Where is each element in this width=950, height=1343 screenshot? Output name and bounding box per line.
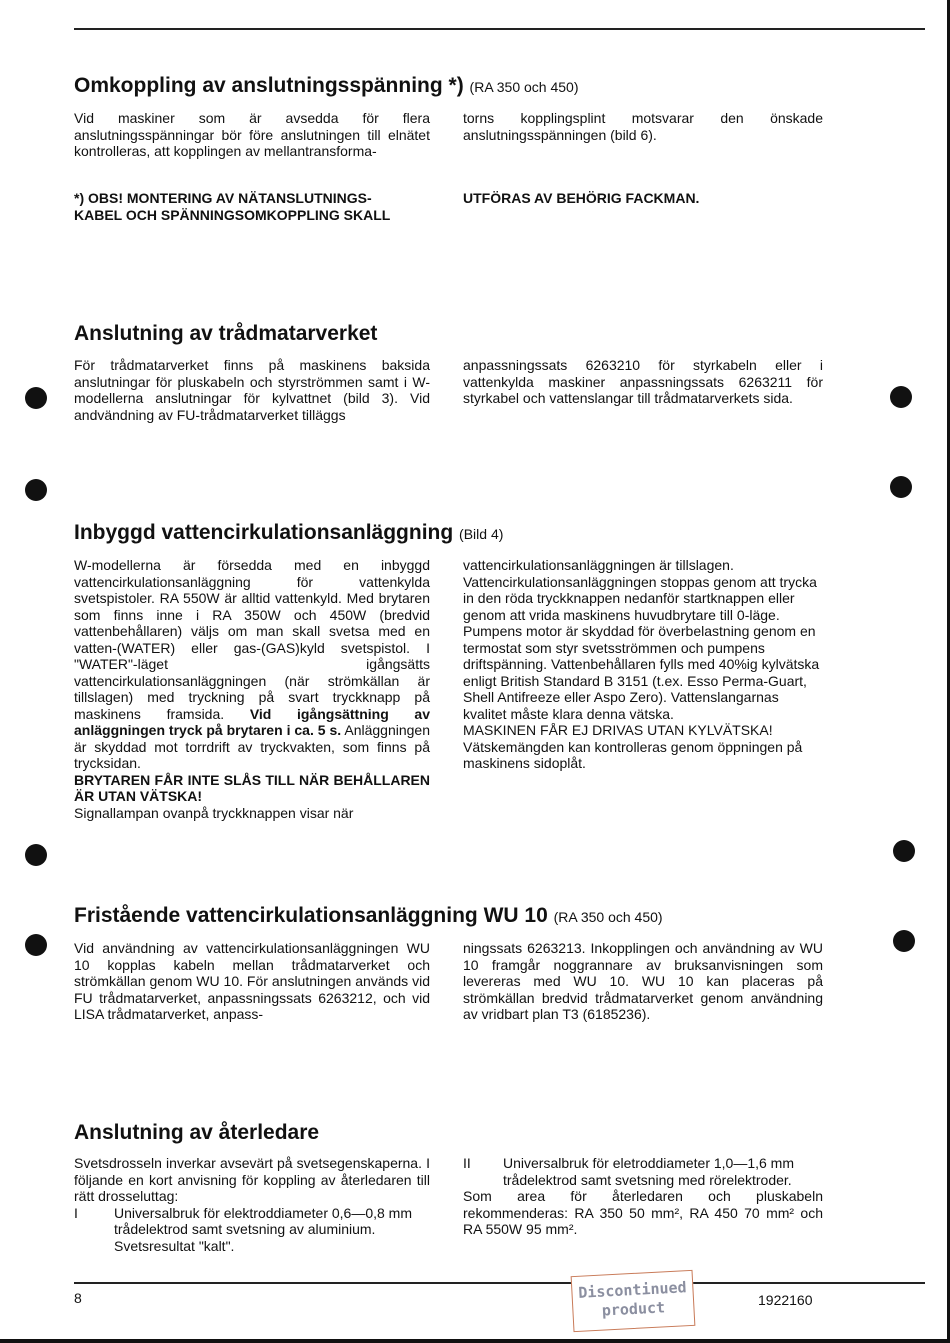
punch-hole bbox=[890, 386, 912, 408]
punch-hole bbox=[893, 930, 915, 952]
section-wu10-right-text: ningssats 6263213. Inkopplingen och användning av WU 10 framgår noggrannare av bruksanvisningen som levereras med WU 10. WU 10 kan placeras på strömkällan bredvid trådmatarverket genom användning av vridbart plan T3 (6185236). bbox=[463, 940, 823, 1022]
section-heading-wire-feeder: Anslutning av trådmatarverket bbox=[74, 322, 378, 345]
bottom-rule bbox=[74, 1282, 925, 1284]
section-builtin-cooling-left-text: W-modellerna är försedda med en inbyggd vattencirkulationsanläggning för vattenkylda svetspistoler. RA 550W är alltid vattenkyld. Med brytaren som finns inne i RA 350W och 450W (bredvid vattenbehållaren) väljs om man skall svetsa med en vatten-(WATER) eller gas-(GAS)kyld svetspistol. I "WATER"-läget igångsätts vattencirkulationsanläggningen (när strömkällan är tillslagen) med tryckning på svart tryckknapp på maskinens framsida. Vid igångsättning av anläggningen tryck på brytaren i ca. 5 s. Anläggningen är skyddad mot torrdrift av tryckvakten, som finns på trycksidan. BRYTAREN FÅR INTE SLÅS TILL NÄR BEHÅLLAREN ÄR UTAN VÄTSKA! Signallampan ovanpå tryckknappen visar när bbox=[74, 557, 430, 821]
warning-note-left: *) OBS! MONTERING AV NÄTANSLUTNINGS- KABEL OCH SPÄNNINGSOMKOPPLING SKALL bbox=[74, 190, 391, 223]
list-item-choke-i: I Universalbruk för elektroddiameter 0,6—0,8 mm trådelektrod samt svetsning av aluminium. Svetsresultat "kalt". bbox=[74, 1204, 413, 1254]
list-item-choke-ii: II Universalbruk för eletroddiameter 1,0—1,6 mm trådelektrod samt svetsning med rörelektroder. bbox=[463, 1155, 795, 1188]
section-voltage-right-text: torns kopplingsplint motsvarar den önskade anslutningsspänningen (bild 6). bbox=[463, 110, 823, 143]
punch-hole bbox=[25, 934, 47, 956]
section-voltage-left-text: Vid maskiner som är avsedda för flera anslutningsspänningar bör före anslutningen till elnätet kontrolleras, att kopplingen av mellantransforma- bbox=[74, 110, 430, 159]
section-heading-return-cable: Anslutning av återledare bbox=[74, 1121, 320, 1144]
punch-hole bbox=[890, 476, 912, 498]
section-return-cable-right-text: II Universalbruk för eletroddiameter 1,0—1,6 mm trådelektrod samt svetsning med rörelektroder. Som area för återledaren och pluskabeln rekommenderas: RA 350 50 mm², RA 450 70 mm² och RA 550W 95 mm². bbox=[463, 1155, 823, 1237]
section-heading-builtin-cooling: Inbyggd vattencirkulationsanläggning (Bild 4) bbox=[74, 521, 504, 544]
document-code: 1922160 bbox=[758, 1292, 813, 1308]
section-builtin-cooling-right-text: vattencirkulationsanläggningen är tillslagen. Vattencirkulationsanläggningen stoppas genom att trycka in den röda tryckknappen nedanför startknappen eller genom att vrida maskinens huvudbrytare till 0-läge. Pumpens motor är skyddad för överbelastning genom en termostat som styr svetsströmmen och pumpens driftspänning. Vattenbehållaren fylls med 40%ig kylvätska enligt British Standard B 3151 (t.ex. Esso Perma-Guart, Shell Antifreeze eller Aspo Zero). Vattenslangarnas kvalitet måste klara denna vätska. MASKINEN FÅR EJ DRIVAS UTAN KYLVÄTSKA! Vätskemängden kan kontrolleras genom öppningen på maskinens sidoplåt. bbox=[463, 557, 820, 771]
punch-hole bbox=[25, 844, 47, 866]
section-heading-wu10: Fristående vattencirkulationsanläggning WU 10 (RA 350 och 450) bbox=[74, 904, 663, 927]
page-number: 8 bbox=[74, 1290, 82, 1306]
warning-note-right: UTFÖRAS AV BEHÖRIG FACKMAN. bbox=[463, 190, 700, 206]
section-return-cable-left-text: Svetsdrosseln inverkar avsevärt på svetsegenskaperna. I följande en kort anvisning för koppling av återledaren till rätt drosseluttag: I Universalbruk för elektroddiameter 0,6—0,8 mm trådelektrod samt svetsning av aluminium. Svetsresultat "kalt". bbox=[74, 1155, 430, 1254]
section-wire-feeder-left-text: För trådmatarverket finns på maskinens baksida anslutningar för pluskabeln och styrströmmen samt i W-modellerna anslutningar för kylvattnet (bild 3). Vid andvändning av FU-trådmatarverket tilläggs bbox=[74, 357, 430, 423]
top-rule bbox=[74, 28, 925, 30]
punch-hole bbox=[893, 840, 915, 862]
punch-hole bbox=[25, 479, 47, 501]
discontinued-stamp: Discontinued product bbox=[571, 1270, 696, 1332]
punch-hole bbox=[25, 387, 47, 409]
scan-edge-bottom bbox=[0, 1339, 950, 1343]
section-wire-feeder-right-text: anpassningssats 6263210 för styrkabeln eller i vattenkylda maskiner anpassningssats 6263211 för styrkabel och vattenslangar till trådmatarverkets sida. bbox=[463, 357, 823, 406]
section-heading-voltage: Omkoppling av anslutningsspänning *) (RA 350 och 450) bbox=[74, 74, 579, 97]
section-wu10-left-text: Vid användning av vattencirkulationsanläggningen WU 10 kopplas kabeln mellan trådmatarverket och strömkällan genom WU 10. För anslutningen används vid FU trådmatarverket, anpassningssats 6263212, och vid LISA trådmatarverket, anpass- bbox=[74, 940, 430, 1022]
